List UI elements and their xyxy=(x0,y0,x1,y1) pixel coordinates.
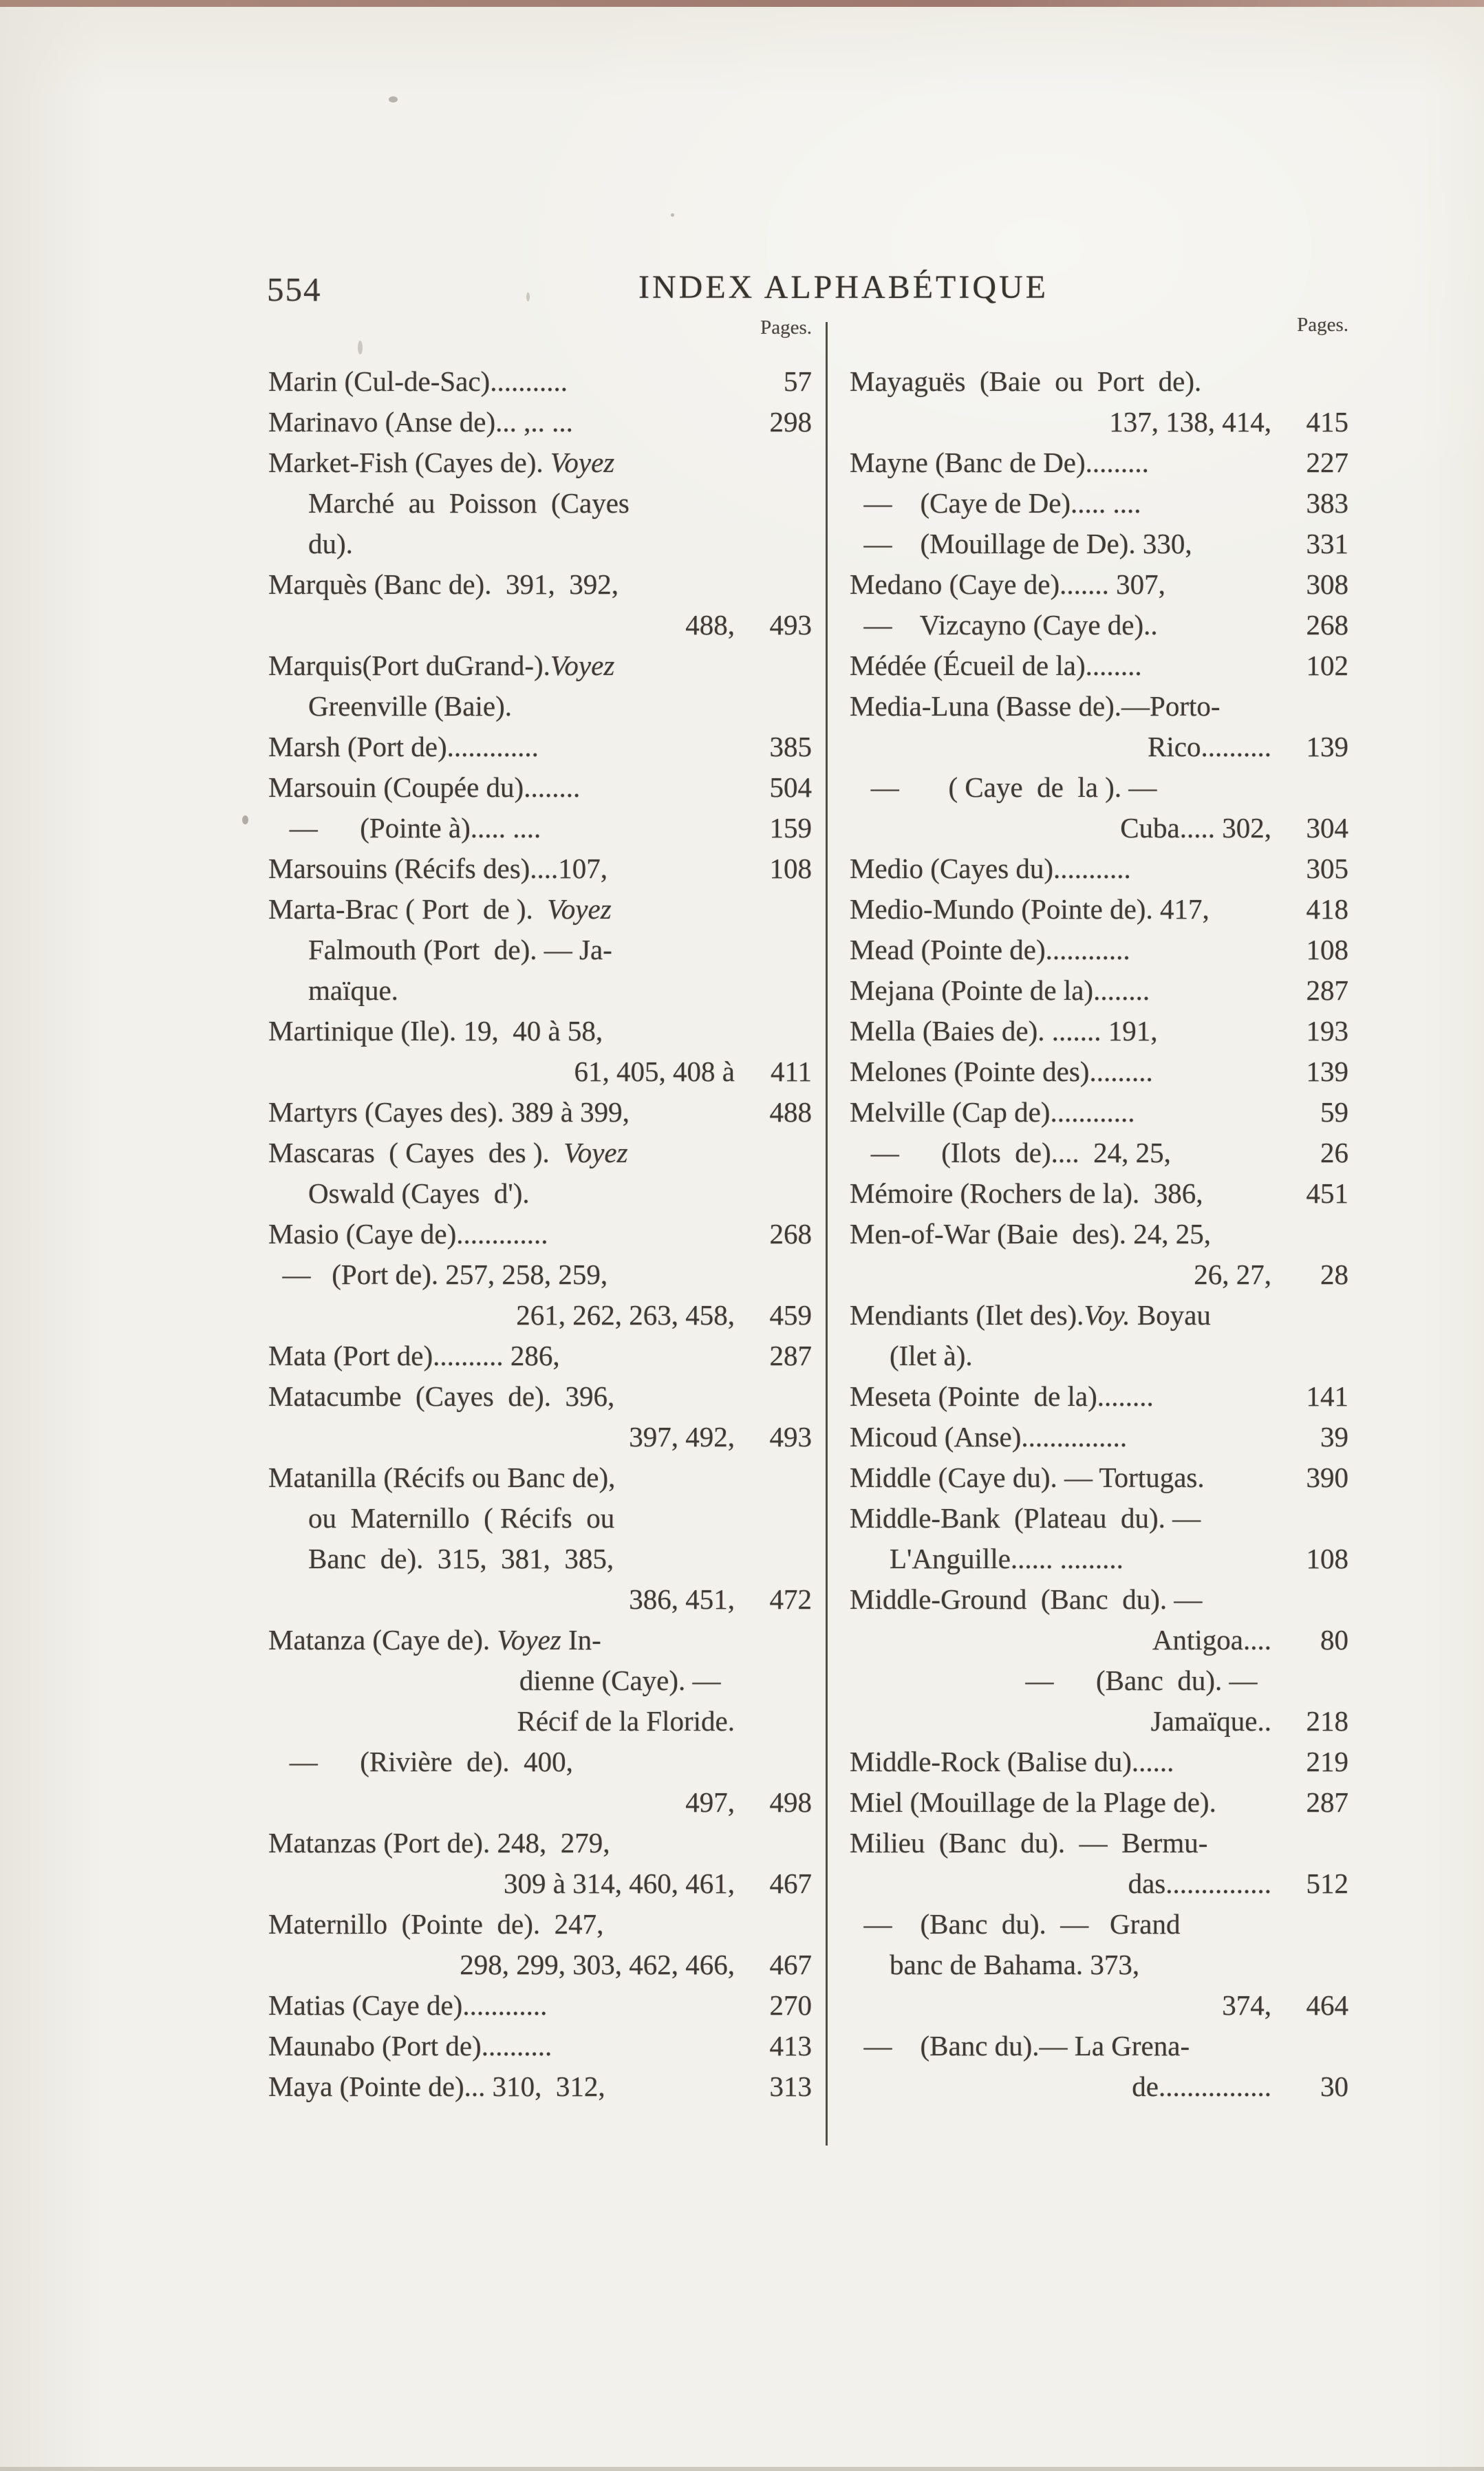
entry-page-number: 102 xyxy=(1306,650,1348,681)
entry-page-number xyxy=(735,1254,812,1295)
index-entry-line xyxy=(850,767,1348,808)
entry-page-number xyxy=(735,970,812,1011)
entry-page-number: 287 xyxy=(769,1340,812,1371)
scan-speck xyxy=(389,96,398,103)
page-folio-number: 554 xyxy=(267,270,322,308)
index-entry-line xyxy=(268,970,812,1011)
entry-page-number: 467 xyxy=(769,1868,812,1899)
entry-page-number xyxy=(735,1457,812,1498)
entry-text: Mendiants (Ilet des).Voy. Boyau xyxy=(850,1299,1211,1331)
entry-page-number xyxy=(735,686,812,727)
entry-text: Men-of-War (Baie des). 24, 25, xyxy=(850,1218,1211,1250)
index-entry-line xyxy=(268,1214,812,1254)
entry-text: Mead (Pointe de)............ xyxy=(850,934,1130,965)
entry-page-number xyxy=(735,524,812,564)
entry-text: Banc de). 315, 381, 385, xyxy=(308,1543,614,1574)
index-entry-line xyxy=(268,1701,812,1742)
index-entry-line xyxy=(268,1133,812,1173)
entry-page-number xyxy=(735,1701,812,1742)
index-entry-line xyxy=(850,1011,1348,1051)
scan-edge-bottom xyxy=(0,2467,1484,2471)
index-entry-line xyxy=(850,1092,1348,1133)
entry-text: Marin (Cul-de-Sac)........... xyxy=(268,365,568,397)
entry-text: Oswald (Cayes d'). xyxy=(308,1177,530,1209)
entry-text: — ( Caye de la ). — xyxy=(850,771,1157,803)
entry-page-number: 141 xyxy=(1306,1380,1348,1412)
index-entry-line xyxy=(268,686,812,727)
entry-text: Matias (Caye de)............ xyxy=(268,1989,548,2021)
index-entry-line xyxy=(850,1742,1348,1782)
entry-page-number xyxy=(735,1498,812,1539)
index-entry-line xyxy=(850,1295,1348,1336)
entry-text: L'Anguille...... ......... xyxy=(890,1543,1123,1574)
index-entry-line xyxy=(268,808,812,848)
entry-page-number xyxy=(1271,1945,1348,1985)
entry-page-number: 313 xyxy=(769,2071,812,2102)
index-entry-line xyxy=(850,483,1348,524)
entry-text: Middle (Caye du). — Tortugas. xyxy=(850,1462,1205,1493)
entry-page-number xyxy=(735,645,812,686)
entry-text: du). xyxy=(308,528,353,559)
entry-text: — (Caye de De)..... .... xyxy=(850,487,1141,519)
index-entry-line xyxy=(268,564,812,605)
index-entry-line xyxy=(268,524,812,564)
entry-text: Matanzas (Port de). 248, 279, xyxy=(268,1827,610,1859)
index-entry-line xyxy=(850,442,1348,483)
entry-text: Melville (Cap de)............ xyxy=(850,1096,1135,1128)
index-entry-line xyxy=(850,1782,1348,1823)
entry-page-number: 270 xyxy=(769,1989,812,2021)
entry-page-number xyxy=(735,564,812,605)
entry-page-number xyxy=(735,889,812,930)
index-entry-line xyxy=(268,1742,812,1782)
index-column-left xyxy=(268,361,812,2107)
index-entry-line xyxy=(268,1295,812,1336)
entry-text: — (Pointe à)..... .... xyxy=(268,812,541,844)
index-column-right xyxy=(850,361,1348,2107)
entry-text: Maternillo (Pointe de). 247, xyxy=(268,1908,604,1940)
scan-speck xyxy=(358,341,363,354)
index-entry-line xyxy=(850,361,1348,402)
index-entry-line xyxy=(268,2026,812,2066)
entry-text: 497, xyxy=(685,1786,735,1818)
entry-page-number xyxy=(735,1620,812,1660)
entry-page-number xyxy=(735,483,812,524)
index-entry-line xyxy=(850,1985,1348,2026)
entry-text: Maya (Pointe de)... 310, 312, xyxy=(268,2071,605,2102)
index-entry-line xyxy=(850,930,1348,970)
entry-page-number: 219 xyxy=(1306,1746,1348,1777)
entry-page-number: 498 xyxy=(769,1786,812,1818)
entry-page-number xyxy=(735,1660,812,1701)
entry-text: maïque. xyxy=(308,974,398,1006)
entry-page-number xyxy=(1271,767,1348,808)
entry-page-number: 39 xyxy=(1320,1421,1348,1453)
entry-page-number xyxy=(1271,1214,1348,1254)
entry-text: Cuba..... 302, xyxy=(1120,812,1271,844)
entry-page-number: 472 xyxy=(769,1583,812,1615)
entry-page-number: 268 xyxy=(769,1218,812,1250)
entry-page-number xyxy=(735,1376,812,1417)
entry-text: (Ilet à). xyxy=(890,1340,973,1371)
entry-page-number: 331 xyxy=(1306,528,1348,559)
entry-page-number: 308 xyxy=(1306,568,1348,600)
index-entry-line xyxy=(850,1214,1348,1254)
pages-column-header-left: Pages. xyxy=(760,317,812,339)
entry-page-number xyxy=(735,930,812,970)
index-entry-line xyxy=(850,1579,1348,1620)
index-entry-line xyxy=(850,1173,1348,1214)
entry-text: das............... xyxy=(1128,1868,1271,1899)
index-entry-line xyxy=(268,1782,812,1823)
entry-page-number: 305 xyxy=(1306,853,1348,884)
entry-text: Marsouin (Coupée du)........ xyxy=(268,771,581,803)
entry-text: Media-Luna (Basse de).—Porto- xyxy=(850,690,1220,722)
entry-page-number: 139 xyxy=(1306,731,1348,762)
entry-page-number xyxy=(735,442,812,483)
index-entry-line xyxy=(850,1376,1348,1417)
entry-page-number: 298 xyxy=(769,406,812,438)
index-entry-line xyxy=(850,1133,1348,1173)
index-entry-line xyxy=(850,1457,1348,1498)
index-entry-line xyxy=(850,1336,1348,1376)
entry-text: Medio-Mundo (Pointe de). 417, xyxy=(850,893,1209,925)
index-entry-line xyxy=(850,1863,1348,1904)
index-entry-line xyxy=(850,564,1348,605)
entry-page-number: 464 xyxy=(1306,1989,1348,2021)
index-entry-line xyxy=(268,1011,812,1051)
entry-text: — Vizcayno (Caye de).. xyxy=(850,609,1158,641)
entry-text: — (Banc du).— La Grena- xyxy=(850,2030,1190,2062)
entry-text: Falmouth (Port de). — Ja- xyxy=(308,934,612,965)
index-entry-line xyxy=(850,1945,1348,1985)
page-title: INDEX ALPHABÉTIQUE xyxy=(638,269,1049,306)
entry-page-number: 227 xyxy=(1306,447,1348,478)
entry-page-number: 80 xyxy=(1320,1624,1348,1656)
index-entry-line xyxy=(268,1660,812,1701)
entry-page-number: 139 xyxy=(1306,1056,1348,1087)
entry-page-number xyxy=(735,1173,812,1214)
entry-page-number: 411 xyxy=(771,1056,812,1087)
entry-page-number: 268 xyxy=(1306,609,1348,641)
entry-page-number xyxy=(1271,1660,1348,1701)
entry-page-number: 159 xyxy=(769,812,812,844)
entry-text: Market-Fish (Cayes de). Voyez xyxy=(268,447,615,478)
entry-page-number: 493 xyxy=(769,1421,812,1453)
entry-page-number: 30 xyxy=(1320,2071,1348,2102)
scan-speck xyxy=(526,292,530,301)
entry-text: banc de Bahama. 373, xyxy=(890,1949,1140,1980)
index-entry-line xyxy=(268,1376,812,1417)
entry-page-number: 383 xyxy=(1306,487,1348,519)
index-entry-line xyxy=(268,848,812,889)
scan-speck xyxy=(671,213,674,217)
index-entry-line xyxy=(268,645,812,686)
entry-text: — (Rivière de). 400, xyxy=(268,1746,573,1777)
entry-text: Greenville (Baie). xyxy=(308,690,512,722)
entry-text: Medano (Caye de)....... 307, xyxy=(850,568,1165,600)
entry-page-number xyxy=(735,1904,812,1945)
entry-page-number: 451 xyxy=(1306,1177,1348,1209)
entry-text: — (Banc du). — Grand xyxy=(850,1908,1181,1940)
entry-text: Middle-Rock (Balise du)...... xyxy=(850,1746,1174,1777)
entry-page-number: 467 xyxy=(769,1949,812,1980)
entry-text: 309 à 314, 460, 461, xyxy=(504,1868,735,1899)
index-entry-line xyxy=(268,1823,812,1863)
entry-page-number: 504 xyxy=(769,771,812,803)
entry-page-number: 287 xyxy=(1306,974,1348,1006)
scan-speck xyxy=(242,815,248,824)
entry-text: Maunabo (Port de).......... xyxy=(268,2030,552,2062)
index-entry-line xyxy=(850,1701,1348,1742)
index-entry-line xyxy=(850,1823,1348,1863)
index-entry-line xyxy=(268,767,812,808)
index-entry-line xyxy=(268,1417,812,1457)
index-entry-line xyxy=(268,1579,812,1620)
index-entry-line xyxy=(850,402,1348,442)
index-entry-line xyxy=(850,645,1348,686)
entry-text: Marta-Brac ( Port de ). Voyez xyxy=(268,893,612,925)
index-entry-line xyxy=(850,524,1348,564)
entry-page-number: 413 xyxy=(769,2030,812,2062)
index-entry-line xyxy=(268,727,812,767)
index-entry-line xyxy=(850,1539,1348,1579)
entry-page-number xyxy=(735,1742,812,1782)
entry-text: Masio (Caye de)............. xyxy=(268,1218,548,1250)
entry-text: Médée (Écueil de la)........ xyxy=(850,650,1142,681)
entry-page-number: 415 xyxy=(1306,406,1348,438)
entry-text: Rico.......... xyxy=(1148,731,1271,762)
index-entry-line xyxy=(268,1985,812,2026)
entry-text: Mascaras ( Cayes des ). Voyez xyxy=(268,1137,628,1168)
index-entry-line xyxy=(850,1620,1348,1660)
entry-page-number: 304 xyxy=(1306,812,1348,844)
index-entry-line xyxy=(850,727,1348,767)
entry-text: Middle-Bank (Plateau du). — xyxy=(850,1502,1201,1534)
entry-page-number: 28 xyxy=(1320,1259,1348,1290)
index-entry-line xyxy=(268,1254,812,1295)
entry-page-number: 512 xyxy=(1306,1868,1348,1899)
index-entry-line xyxy=(268,1092,812,1133)
index-entry-line xyxy=(850,605,1348,645)
entry-page-number xyxy=(1271,686,1348,727)
entry-text: — (Ilots de).... 24, 25, xyxy=(850,1137,1171,1168)
index-entry-line xyxy=(850,1498,1348,1539)
entry-page-number xyxy=(735,1539,812,1579)
index-entry-line xyxy=(850,1417,1348,1457)
entry-text: 261, 262, 263, 458, xyxy=(516,1299,735,1331)
index-entry-line xyxy=(268,2066,812,2107)
entry-text: 397, 492, xyxy=(629,1421,735,1453)
entry-text: Middle-Ground (Banc du). — xyxy=(850,1583,1203,1615)
entry-text: Mayaguës (Baie ou Port de). xyxy=(850,365,1202,397)
index-entry-line xyxy=(268,402,812,442)
index-entry-line xyxy=(268,930,812,970)
entry-page-number: 108 xyxy=(1306,1543,1348,1574)
entry-page-number xyxy=(1271,1498,1348,1539)
index-entry-line xyxy=(850,970,1348,1011)
entry-text: Mejana (Pointe de la)........ xyxy=(850,974,1150,1006)
entry-page-number xyxy=(735,1133,812,1173)
index-entry-line xyxy=(268,1051,812,1092)
index-entry-line xyxy=(268,605,812,645)
index-entry-line xyxy=(268,442,812,483)
index-entry-line xyxy=(850,889,1348,930)
entry-text: de................ xyxy=(1132,2071,1271,2102)
entry-text: Antigoa.... xyxy=(1152,1624,1271,1656)
entry-page-number: 193 xyxy=(1306,1015,1348,1047)
entry-page-number xyxy=(1271,1579,1348,1620)
index-entry-line xyxy=(268,1539,812,1579)
entry-text: 26, 27, xyxy=(1194,1259,1271,1290)
entry-page-number xyxy=(1271,1336,1348,1376)
index-entry-line xyxy=(268,1336,812,1376)
index-entry-line xyxy=(850,686,1348,727)
index-entry-line xyxy=(268,1173,812,1214)
entry-text: Micoud (Anse)............... xyxy=(850,1421,1128,1453)
entry-text: Meseta (Pointe de la)........ xyxy=(850,1380,1154,1412)
entry-page-number: 493 xyxy=(769,609,812,641)
index-entry-line xyxy=(268,889,812,930)
entry-text: Récif de la Floride. xyxy=(517,1705,735,1737)
entry-text: dienne (Caye). — xyxy=(519,1665,735,1696)
index-entry-line xyxy=(850,1904,1348,1945)
entry-text: Jamaïque.. xyxy=(1150,1705,1271,1737)
entry-page-number: 418 xyxy=(1306,893,1348,925)
entry-page-number xyxy=(1271,1904,1348,1945)
entry-text: Marsouins (Récifs des)....107, xyxy=(268,853,608,884)
index-entry-line xyxy=(268,483,812,524)
entry-text: ou Maternillo ( Récifs ou xyxy=(308,1502,615,1534)
entry-page-number: 59 xyxy=(1320,1096,1348,1128)
index-entry-line xyxy=(850,848,1348,889)
entry-text: 61, 405, 408 à xyxy=(574,1056,735,1087)
entry-text: Mémoire (Rochers de la). 386, xyxy=(850,1177,1203,1209)
entry-page-number: 108 xyxy=(1306,934,1348,965)
entry-page-number xyxy=(1271,361,1348,402)
index-entry-line xyxy=(850,1051,1348,1092)
entry-page-number: 26 xyxy=(1320,1137,1348,1168)
entry-text: Marinavo (Anse de)... ,.. ... xyxy=(268,406,573,438)
entry-text: 137, 138, 414, xyxy=(1109,406,1271,438)
index-entry-line xyxy=(850,2026,1348,2066)
entry-page-number: 488 xyxy=(769,1096,812,1128)
index-entry-line xyxy=(268,1863,812,1904)
scan-edge-top xyxy=(0,0,1484,7)
column-divider-rule xyxy=(826,322,828,2146)
entry-text: 374, xyxy=(1222,1989,1271,2021)
entry-page-number: 108 xyxy=(769,853,812,884)
index-entry-line xyxy=(268,361,812,402)
entry-text: Matanza (Caye de). Voyez In- xyxy=(268,1624,601,1656)
entry-page-number xyxy=(1271,1295,1348,1336)
entry-page-number: 459 xyxy=(769,1299,812,1331)
entry-page-number xyxy=(735,1823,812,1863)
entry-text: Melones (Pointe des)......... xyxy=(850,1056,1153,1087)
index-entry-line xyxy=(268,1457,812,1498)
entry-text: Marché au Poisson (Cayes xyxy=(308,487,630,519)
entry-text: Marsh (Port de)............. xyxy=(268,731,539,762)
entry-page-number xyxy=(1271,2026,1348,2066)
index-entry-line xyxy=(850,1660,1348,1701)
entry-text: Matanilla (Récifs ou Banc de), xyxy=(268,1462,616,1493)
entry-page-number: 57 xyxy=(784,365,812,397)
index-entry-line xyxy=(268,1904,812,1945)
entry-text: — (Mouillage de De). 330, xyxy=(850,528,1192,559)
entry-text: Martinique (Ile). 19, 40 à 58, xyxy=(268,1015,603,1047)
entry-text: Marquis(Port duGrand-).Voyez xyxy=(268,650,615,681)
index-entry-line xyxy=(850,808,1348,848)
entry-text: — (Port de). 257, 258, 259, xyxy=(268,1259,608,1290)
index-entry-line xyxy=(850,1254,1348,1295)
pages-column-header-right: Pages. xyxy=(1297,314,1348,336)
index-entry-line xyxy=(268,1498,812,1539)
entry-text: Mata (Port de).......... 286, xyxy=(268,1340,560,1371)
index-entry-line xyxy=(268,1620,812,1660)
entry-text: Marquès (Banc de). 391, 392, xyxy=(268,568,619,600)
entry-page-number: 385 xyxy=(769,731,812,762)
index-entry-line xyxy=(850,2066,1348,2107)
entry-page-number xyxy=(735,1011,812,1051)
entry-text: Mella (Baies de). ....... 191, xyxy=(850,1015,1158,1047)
entry-text: 386, 451, xyxy=(629,1583,735,1615)
entry-page-number: 390 xyxy=(1306,1462,1348,1493)
index-entry-line xyxy=(268,1945,812,1985)
entry-page-number: 218 xyxy=(1306,1705,1348,1737)
entry-page-number xyxy=(1271,1823,1348,1863)
entry-page-number: 287 xyxy=(1306,1786,1348,1818)
entry-text: Medio (Cayes du)........... xyxy=(850,853,1131,884)
entry-text: 488, xyxy=(685,609,735,641)
entry-text: Mayne (Banc de De)......... xyxy=(850,447,1149,478)
entry-text: Miel (Mouillage de la Plage de). xyxy=(850,1786,1216,1818)
entry-text: Milieu (Banc du). — Bermu- xyxy=(850,1827,1208,1859)
entry-text: — (Banc du). — xyxy=(1025,1665,1271,1696)
entry-text: Matacumbe (Cayes de). 396, xyxy=(268,1380,615,1412)
entry-text: Martyrs (Cayes des). 389 à 399, xyxy=(268,1096,630,1128)
entry-text: 298, 299, 303, 462, 466, xyxy=(460,1949,735,1980)
